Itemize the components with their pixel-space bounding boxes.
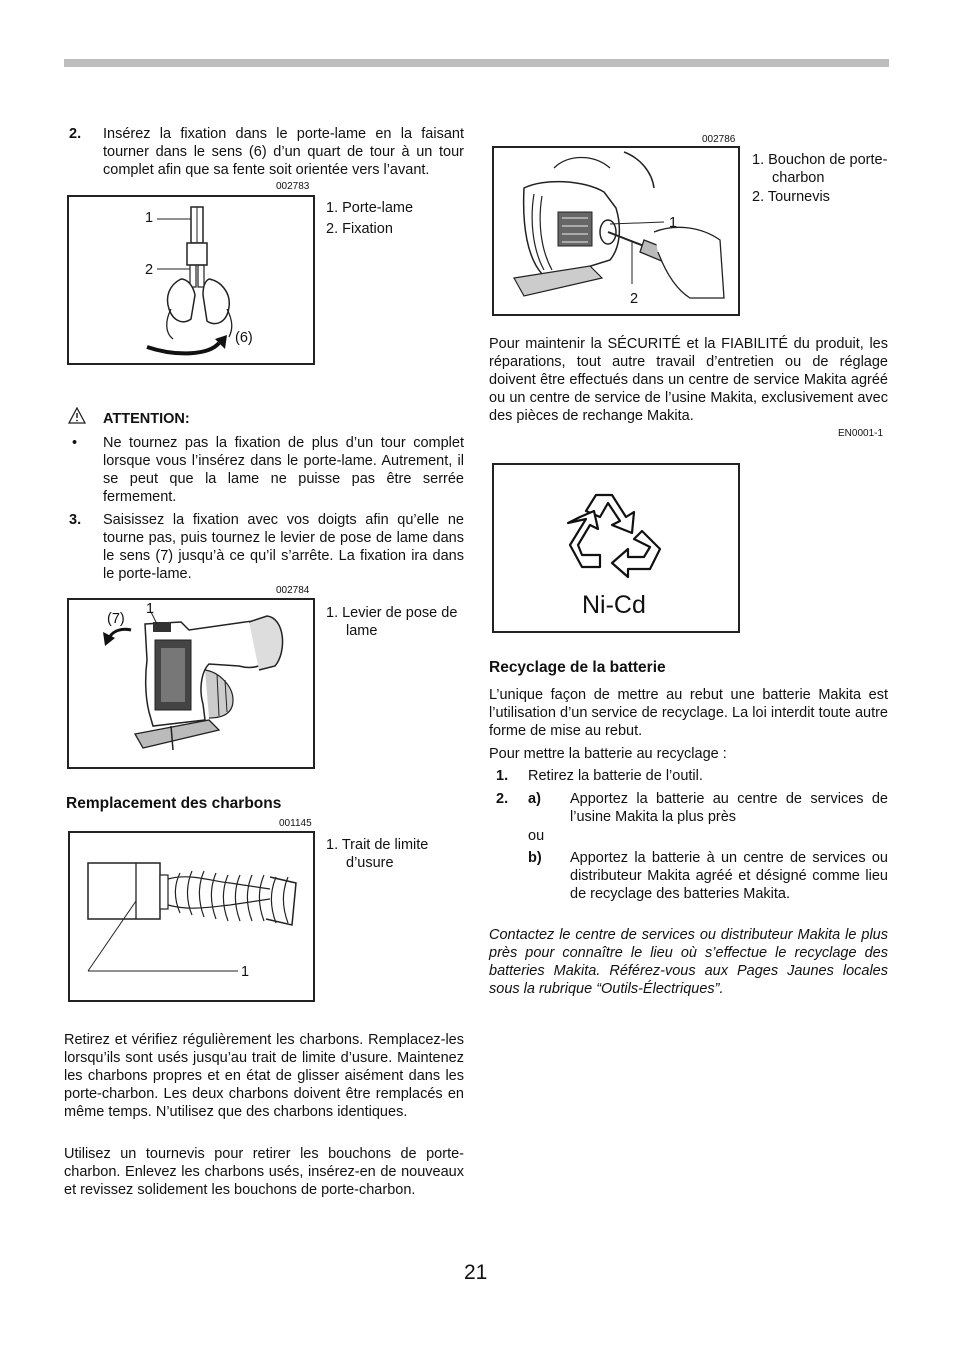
legend-item: 1. Levier de pose de lame [326,605,458,639]
recycling-box [492,463,740,633]
sub-item-label: b) [528,850,542,866]
figure-legend [326,604,466,640]
figure-blade-holder [67,195,315,365]
attention-title: ATTENTION: [103,411,190,427]
legend-item: 2. Tournevis [752,189,830,205]
section-heading-battery-recycling: Recyclage de la batterie [489,659,666,676]
list-number: 1. [496,768,509,784]
list-item: Retirez la batterie de l’outil. [528,768,703,784]
figure-legend [326,836,466,872]
legend-item: 1. Bouchon de porte-charbon [752,152,888,186]
sub-item-text: Apportez la batterie au centre de services de l’usine Makita la plus près [570,791,888,825]
italic-note: Contactez le centre de services ou distributeur Makita le plus près pour connaître le lieu où s’effectue le recyclage des batteries Makita. Référez-vous aux Pages Jaunes locales sous la rubrique “Outils-Électriques”. [489,927,888,997]
figure-code: 002784 [276,585,310,596]
paragraph: Pour mettre la batterie au recyclage : [489,746,727,762]
figure-code: 002786 [702,134,736,145]
figure-carbon-brush [68,831,315,1002]
sub-item-text: Apportez la batterie à un centre de services ou distributeur Makita agréé et désigné comme lieu de recyclage des batteries Makita. [570,850,888,902]
callout-1: 1 [241,964,250,980]
safety-paragraph: Pour maintenir la SÉCURITÉ et la FIABILITÉ du produit, les réparations, tout autre travail d’entretien ou de réglage doivent être effectués dans un centre de service Makita agréé ou un centre de service de l’usine Makita, exclusivement avec des pièces de rechange Makita. [489,336,888,424]
step-3-number: 3. [69,512,82,528]
sub-item-label: a) [528,791,541,807]
document-code: EN0001-1 [838,428,884,439]
step-3-text: Saisissez la fixation avec vos doigts afin qu’elle ne tourne pas, puis tournez le levier de pose de lame dans le sens (7) jusqu’à ce qu’il s’arrête. La fixation ira dans le porte-lame. [103,512,464,582]
section-heading-carbon-brushes: Remplacement des charbons [66,795,282,812]
callout-direction-6: (6) [235,330,253,346]
legend-item: 1. Trait de limite d’usure [326,837,429,871]
paragraph: Retirez et vérifiez régulièrement les charbons. Remplacez-les lorsqu’ils sont usés jusqu’au trait de limite d’usure. Maintenez les charbons propres et en état de glisser aisément dans les porte-charbon. Les deux charbons doivent être remplacés en même temps. N’utilisez que des charbons identiques. [64,1032,464,1120]
callout-1: 1 [146,601,155,617]
callout-direction-7: (7) [107,611,125,627]
callout-2: 2 [145,262,154,278]
warning-icon [68,407,86,429]
figure-legend [326,199,466,238]
legend-item: 1. Porte-lame [326,200,414,216]
page-number: 21 [464,1261,488,1284]
figure-brush-cap [492,146,740,316]
attention-text: Ne tournez pas la fixation de plus d’un tour complet lorsque vous l’insérez dans le porte-lame. Autrement, il se peut que la lame ne puisse pas être serrée fermement. [103,435,464,505]
callout-1: 1 [669,215,678,231]
conjunction: ou [528,828,545,844]
callout-1: 1 [145,210,154,226]
paragraph: Utilisez un tournevis pour retirer les bouchons de porte-charbon. Enlevez les charbons usés, insérez-en de nouveaux et revissez solidement les bouchons de porte-charbon. [64,1146,464,1198]
legend-item: 2. Fixation [326,221,393,237]
nicd-label: Ni-Cd [582,591,646,619]
step-2-text: Insérez la fixation dans le porte-lame en la faisant tourner dans le sens (6) d’un quart de tour à un tour complet afin que sa fente soit orientée vers l’avant. [103,126,464,178]
bullet: • [72,435,78,451]
figure-code: 001145 [279,818,312,829]
callout-2: 2 [630,291,639,307]
figure-code: 002783 [276,181,310,192]
paragraph: L’unique façon de mettre au rebut une batterie Makita est l’utilisation d’un service de recyclage. La loi interdit toute autre forme de mise au rebut. [489,687,888,739]
figure-jigsaw-lever [67,598,315,769]
header-rule [64,59,889,67]
list-number: 2. [496,791,509,807]
figure-legend [752,151,890,206]
step-2-number: 2. [69,126,82,142]
